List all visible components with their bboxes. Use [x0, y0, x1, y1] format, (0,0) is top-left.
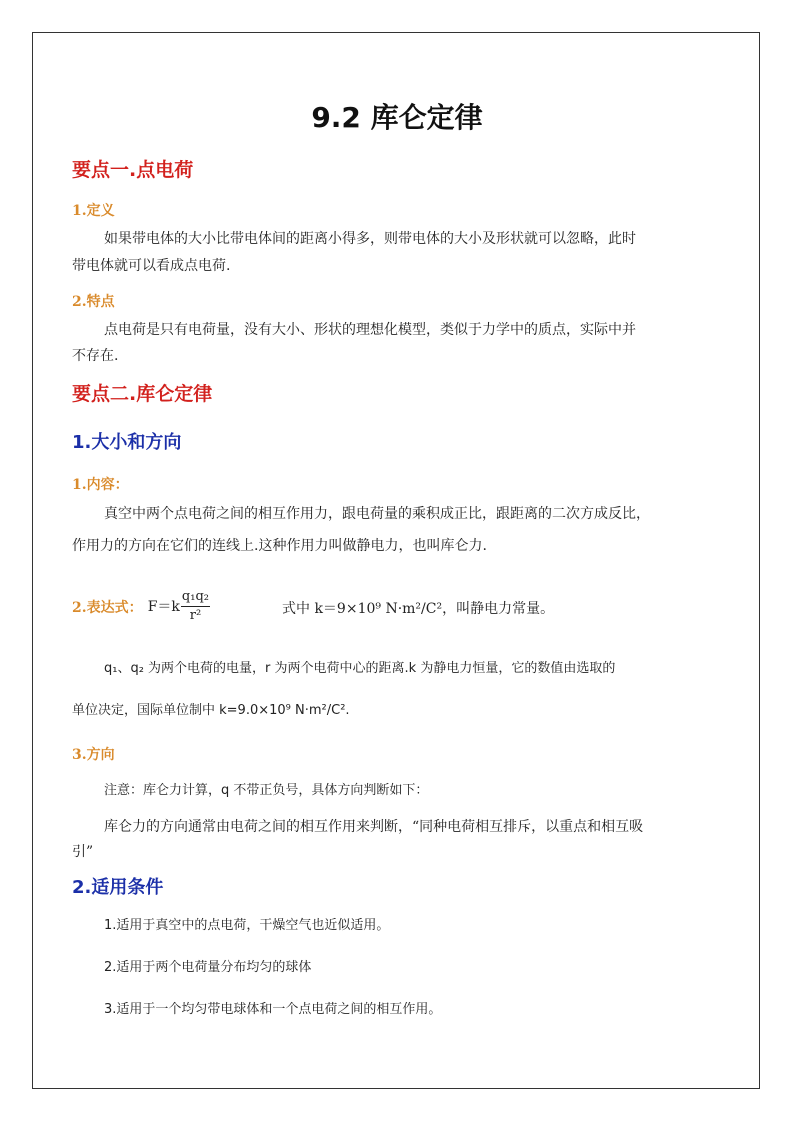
subsection-magnitude-heading: 1.大小和方向 — [72, 432, 182, 453]
feature-label: 2.特点 — [72, 294, 115, 310]
formula-fraction — [181, 589, 210, 625]
section2-heading: 要点二.库仑定律 — [72, 383, 213, 405]
condition-item-3: 3.适用于一个均匀带电球体和一个点电荷之间的相互作用。 — [104, 1002, 442, 1017]
feature-text-line1: 点电荷是只有电荷量，没有大小、形状的理想化模型，类似于力学中的质点，实际中并 — [104, 322, 636, 338]
content-text-line1: 真空中两个点电荷之间的相互作用力，跟电荷量的乘积成正比，跟距离的二次方成反比， — [104, 506, 650, 522]
content-label: 1.内容： — [72, 477, 129, 493]
definition-text-line2: 带电体就可以看成点电荷. — [72, 258, 231, 274]
feature-text-line2: 不存在. — [72, 348, 119, 364]
content-text-line2: 作用力的方向在它们的连线上.这种作用力叫做静电力，也叫库仑力. — [72, 538, 487, 554]
definition-label: 1.定义 — [72, 203, 115, 219]
direction-label: 3.方向 — [72, 747, 115, 763]
formula-numerator: q₁q₂ — [181, 589, 210, 607]
definition-text-line1: 如果带电体的大小比带电体间的距离小得多，则带电体的大小及形状就可以忽略，此时 — [104, 231, 636, 247]
condition-item-2: 2.适用于两个电荷量分布均匀的球体 — [104, 960, 312, 975]
expression-row — [72, 589, 210, 625]
formula-lhs: F＝k — [147, 599, 180, 615]
expression-note: 式中 k＝9×10⁹ N·m²/C²，叫静电力常量。 — [282, 601, 555, 617]
subsection-conditions-heading: 2.适用条件 — [72, 877, 164, 898]
page-title: 9.2 库仑定律 — [311, 101, 483, 134]
direction-text-line2: 引” — [72, 844, 94, 860]
expression-label: 2.表达式： — [72, 600, 143, 616]
direction-note-line: 注意：库仑力计算，q 不带正负号，具体方向判断如下： — [104, 783, 429, 798]
direction-text-line1: 库仑力的方向通常由电荷之间的相互作用来判断，“同种电荷相互排斥，以重点和相互吸 — [104, 819, 644, 835]
charge-description-line2: 单位决定，国际单位制中 k=9.0×10⁹ N·m²/C². — [72, 703, 350, 718]
coulomb-formula — [148, 589, 210, 625]
charge-description-line1: q₁、q₂ 为两个电荷的电量，r 为两个电荷中心的距离.k 为静电力恒量，它的数值由选取的 — [104, 661, 616, 676]
section1-heading: 要点一.点电荷 — [72, 159, 194, 181]
condition-item-1: 1.适用于真空中的点电荷，干燥空气也近似适用。 — [104, 918, 390, 933]
formula-denominator: r² — [189, 608, 202, 623]
